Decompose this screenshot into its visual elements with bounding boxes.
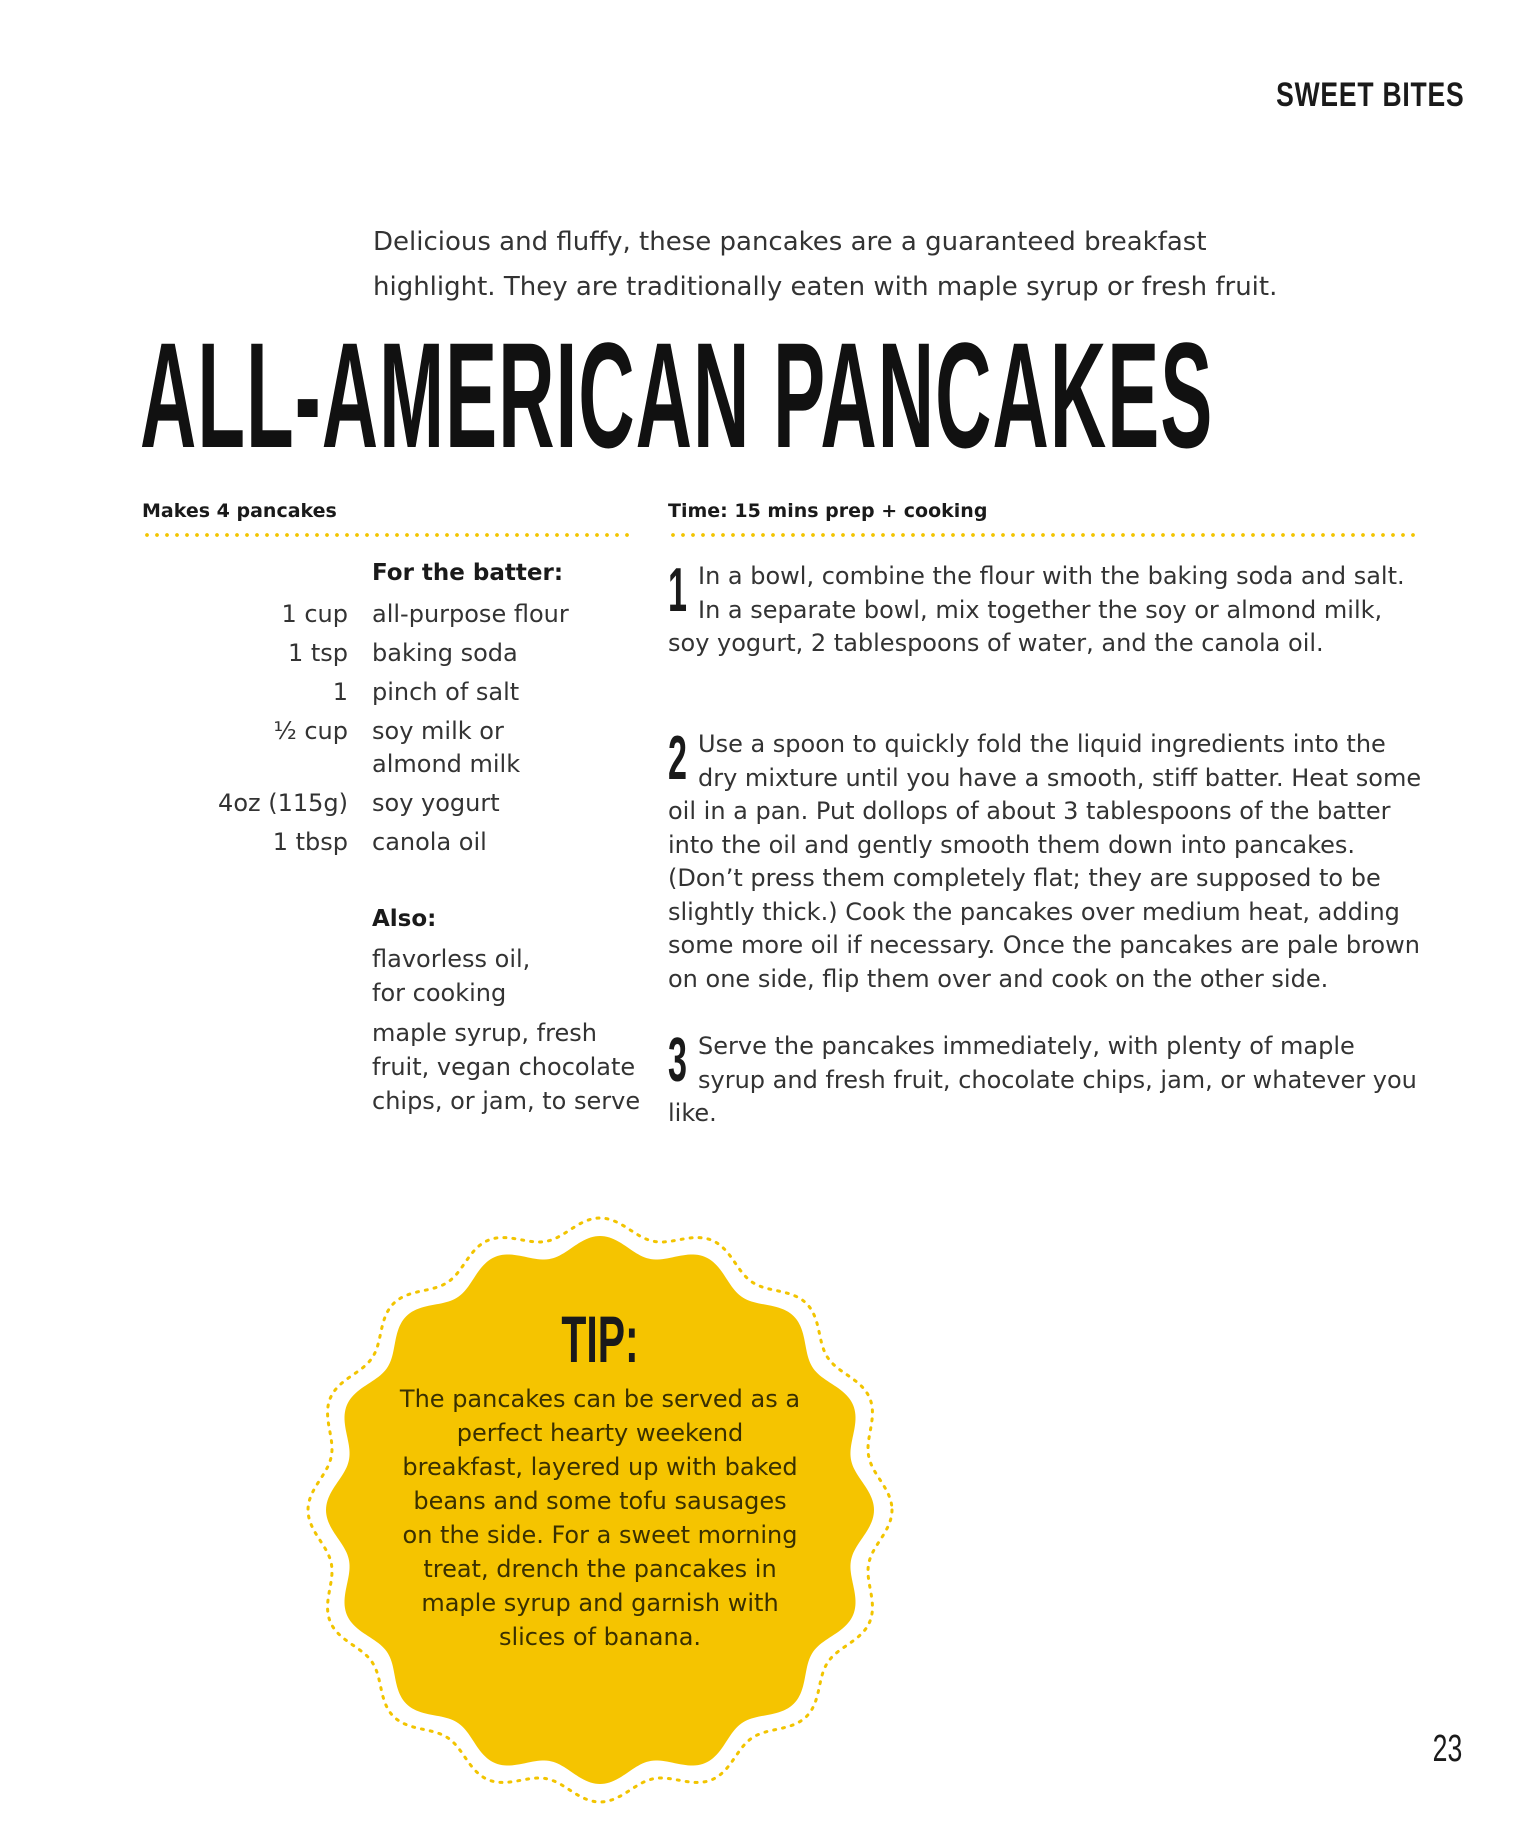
intro-text: Delicious and fluffy, these pancakes are a guaranteed breakfast highlight. They are traditionally eaten with maple syrup or fresh fruit.: [373, 227, 1278, 302]
ingredient-qty: 1: [332, 678, 348, 706]
dotted-divider-right: [668, 532, 1420, 538]
step-number: 3: [668, 1026, 687, 1095]
tip-title: TIP:: [561, 1302, 639, 1376]
step-text: Use a spoon to quickly fold the liquid ingredients into the dry mixture until you have a smooth, stiff batter. Heat some oil in a pan. Put dollops of about 3 tablespoons of the batter into the oil and gently smooth them down into pancakes. (Don’t press them completely flat; they are supposed to be slightly thick.) Cook the pancakes over medium heat, adding some more oil if necessary. Once the pancakes are pale brown on one side, flip them over and cook on the other side.: [668, 730, 1422, 993]
also-item: flavorless oil, for cooking: [372, 945, 531, 1007]
step-1: [668, 556, 1424, 661]
tip-badge: [300, 1210, 900, 1810]
also-item: maple syrup, fresh fruit, vegan chocolate chips, or jam, to serve: [372, 1019, 641, 1115]
step-number: 2: [668, 724, 687, 793]
page-number: 23: [1432, 1728, 1462, 1770]
tip-text: The pancakes can be served as a perfect hearty weekend breakfast, layered up with baked beans and some tofu sausages on the side. For a sweet morning treat, drench the pancakes in maple syrup and garnish with slices of banana.: [399, 1385, 801, 1651]
step-text: Serve the pancakes immediately, with plenty of maple syrup and fresh fruit, chocolate chips, jam, or whatever you like.: [668, 1032, 1417, 1127]
section-label: SWEET BITES: [1275, 76, 1464, 114]
ingredient-qty: 1 cup: [281, 600, 348, 628]
batter-heading: For the batter:: [372, 560, 564, 586]
recipe-title: ALL-AMERICAN PANCAKES: [140, 311, 1214, 479]
also-heading: Also:: [372, 906, 437, 932]
ingredient-name: soy yogurt: [372, 789, 500, 817]
ingredient-qty: ½ cup: [273, 717, 348, 745]
ingredient-name: baking soda: [372, 639, 518, 667]
step-number: 1: [668, 556, 687, 625]
yield-label: Makes 4 pancakes: [142, 500, 337, 522]
ingredient-qty: 1 tsp: [287, 639, 348, 667]
ingredient-name: all-purpose flour: [372, 600, 569, 628]
ingredient-qty: 1 tbsp: [272, 828, 348, 856]
time-label: Time: 15 mins prep + cooking: [668, 500, 988, 522]
step-2: [668, 724, 1424, 996]
step-text: In a bowl, combine the flour with the baking soda and salt. In a separate bowl, mix together the soy or almond milk, soy yogurt, 2 tablespoons of water, and the canola oil.: [668, 562, 1405, 657]
ingredient-name: pinch of salt: [372, 678, 520, 706]
step-3: [668, 1026, 1424, 1131]
dotted-divider-left: [142, 532, 632, 538]
ingredient-name: soy milk or almond milk: [372, 717, 521, 778]
ingredient-qty: 4oz (115g): [218, 789, 348, 817]
ingredient-name: canola oil: [372, 828, 487, 856]
